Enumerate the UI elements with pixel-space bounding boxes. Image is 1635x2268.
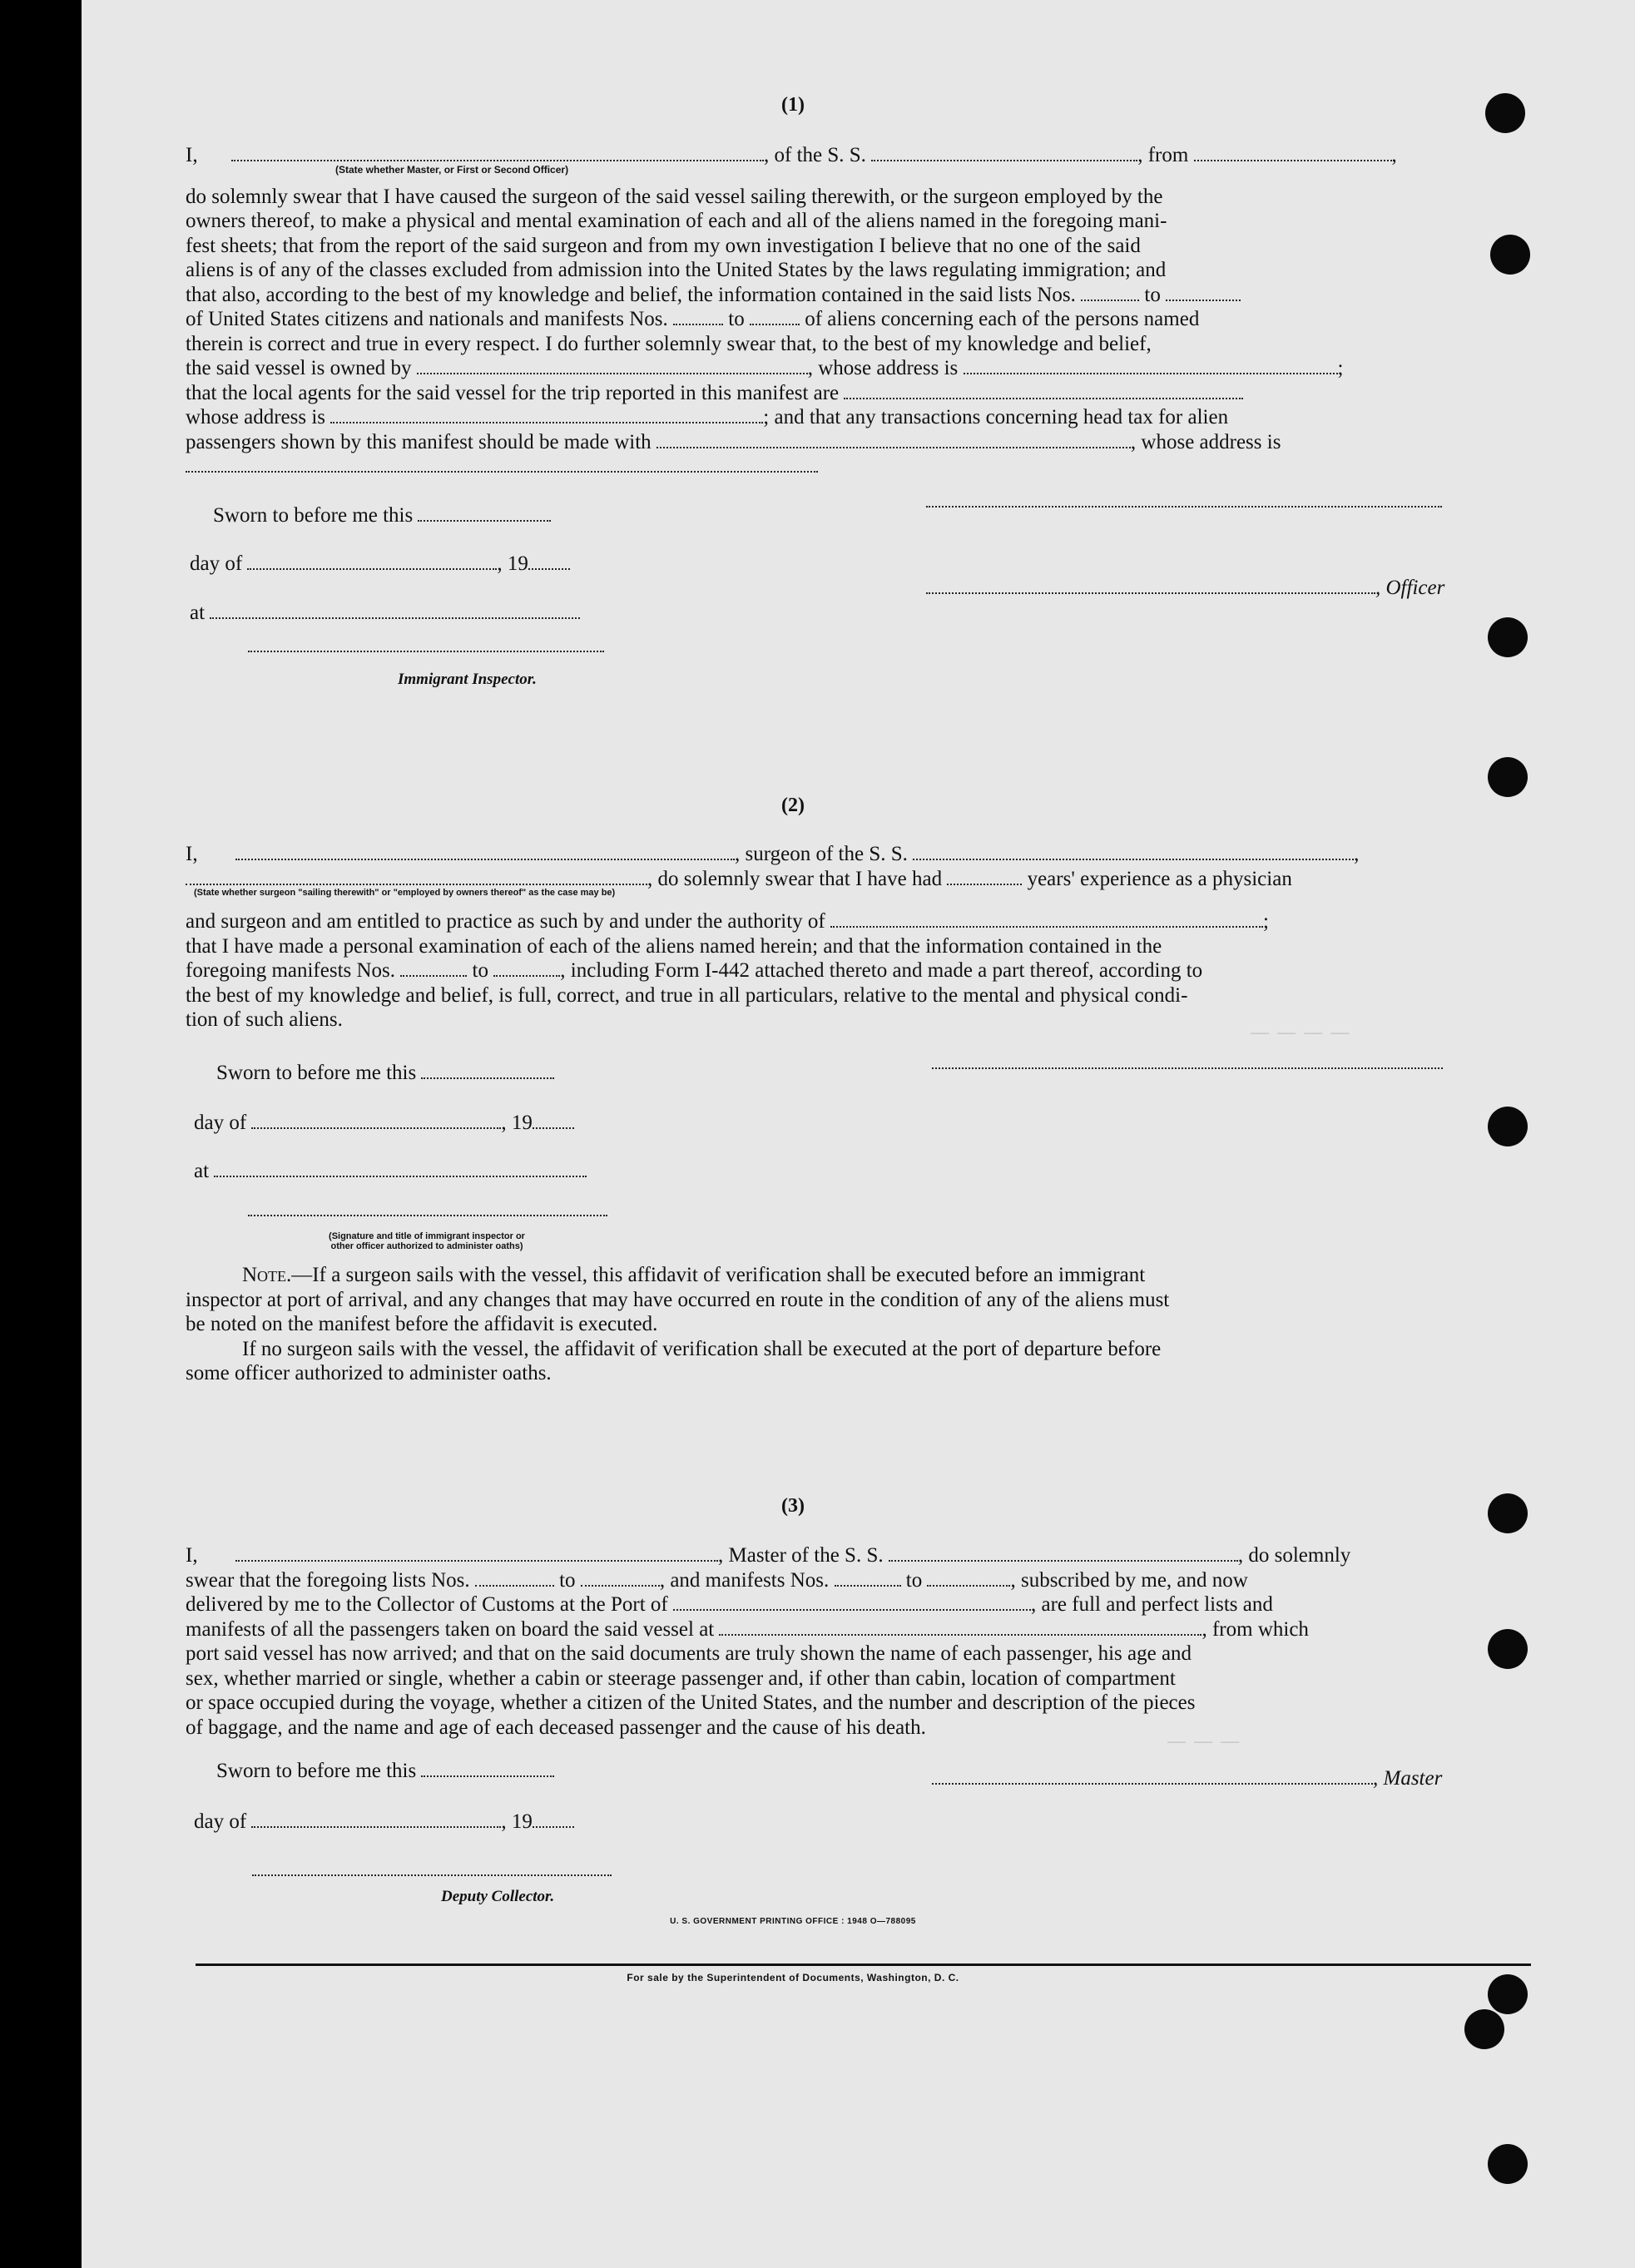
bleed-through-mark: — — — <box>1167 1731 1241 1751</box>
s2-body-line: tion of such aliens. <box>186 1008 343 1031</box>
s2-body-line: the best of my knowledge and belief, is full, correct, and true in all particulars, relative to the mental and physical condi- <box>186 983 1188 1007</box>
note-line: If no surgeon sails with the vessel, the affidavit of verification shall be executed at the port of departure before <box>242 1337 1162 1360</box>
s3-line-2 <box>186 1568 1442 1593</box>
master-signature-line[interactable] <box>932 1767 1373 1785</box>
s2-year-prefix: , 19 <box>501 1112 533 1134</box>
s1-body-line: do solemnly swear that I have caused the surgeon of the said vessel sailing therewith, or the surgeon employed by the <box>186 185 1163 208</box>
embarkation-port-field[interactable] <box>719 1618 1201 1636</box>
s2-to: to <box>472 959 488 982</box>
owner-address-field[interactable] <box>964 357 1338 374</box>
s2-manifests-to-field[interactable] <box>493 959 560 977</box>
punch-hole <box>1488 2144 1528 2184</box>
form-page <box>82 0 1635 2268</box>
punch-hole <box>1485 93 1525 133</box>
s2-signature-line[interactable] <box>248 1215 607 1216</box>
master-caption: , Master <box>1373 1767 1443 1790</box>
s3-i: I, <box>186 1544 198 1567</box>
note-label: Note. <box>242 1264 292 1286</box>
s2-month-field[interactable] <box>251 1112 501 1129</box>
s1-of-ss: , of the S. S. <box>764 144 866 166</box>
punch-hole <box>1488 1493 1528 1533</box>
s1-place-field[interactable] <box>210 602 580 619</box>
for-sale-line: For sale by the Superintendent of Documents, Washington, D. C. <box>627 1972 959 1983</box>
s3-body-line: of baggage, and the name and age of each deceased passenger and the cause of his death. <box>186 1716 926 1739</box>
s3-year-prefix: , 19 <box>501 1810 533 1833</box>
s1-body-line: therein is correct and true in every respect. I do further solemnly swear that, to the best of my knowledge and belief, <box>186 332 1152 355</box>
head-tax-party-field[interactable] <box>656 431 1131 448</box>
s1-body <box>186 185 1442 479</box>
s3-month-field[interactable] <box>251 1810 501 1828</box>
s1-month-field[interactable] <box>247 552 497 570</box>
s2-authority: and surgeon and am entitled to practice as such by and under the authority of <box>186 910 825 933</box>
s2-at-label: at <box>194 1160 210 1182</box>
s3-master <box>932 1766 1442 1791</box>
manifests-from-field[interactable] <box>673 308 723 325</box>
s3-sworn-label: Sworn to before me this <box>216 1760 417 1782</box>
s3-full-perfect-text: , are full and perfect lists and <box>1031 1593 1273 1616</box>
officer-rank-field[interactable] <box>231 144 764 161</box>
section-3-oath <box>186 1543 1442 1740</box>
punch-hole <box>1488 1974 1528 2014</box>
s1-body-line <box>186 356 1442 381</box>
s1-agents-text: that the local agents for the said vessel for the trip reported in this manifest are <box>186 381 840 404</box>
s2-manifests-text: foregoing manifests Nos. <box>186 959 396 982</box>
s2-manifests-from-field[interactable] <box>400 959 467 977</box>
s1-at <box>190 601 580 626</box>
note-block <box>186 1263 1442 1386</box>
s1-year-field[interactable] <box>528 552 570 570</box>
s1-whose-address-2: , whose address is <box>1130 430 1281 453</box>
punch-hole <box>1488 617 1528 657</box>
s2-sworn-day-field[interactable] <box>421 1062 554 1079</box>
section-2-oath <box>186 842 1442 1032</box>
s3-lists-from-field[interactable] <box>475 1569 554 1587</box>
s2-body-line <box>186 958 1442 983</box>
s3-day-of-label: day of <box>194 1810 247 1833</box>
s1-body-line <box>186 307 1442 332</box>
s2-sworn <box>216 1061 554 1086</box>
port-field[interactable] <box>673 1593 1031 1611</box>
inspector-caption: Immigrant Inspector. <box>398 671 537 688</box>
s1-sworn-day-field[interactable] <box>418 504 551 522</box>
s3-master-of: , Master of the S. S. <box>718 1544 884 1567</box>
s1-aliens-text: of aliens concerning each of the persons named <box>805 308 1200 330</box>
agents-address-field[interactable] <box>330 406 763 423</box>
s2-signature-caption-2: other officer authorized to administer oaths) <box>330 1241 523 1251</box>
s2-year-field[interactable] <box>533 1112 574 1129</box>
s3-year-field[interactable] <box>533 1810 574 1828</box>
note-line <box>186 1263 1442 1288</box>
s2-signature-caption <box>256 1231 597 1251</box>
s2-form-text: , including Form I-442 attached thereto and made a part thereof, according to <box>560 959 1203 982</box>
surgeon-signature-line[interactable] <box>932 1067 1443 1069</box>
deputy-caption: Deputy Collector. <box>441 1888 555 1905</box>
s3-to-2: to <box>905 1568 923 1592</box>
s2-swear: , do solemnly swear that I have had <box>647 867 943 890</box>
s1-body-line: fest sheets; that from the report of the said surgeon and from my own investigation I believe that no one of the said <box>186 234 1141 257</box>
officer-signature-line-2[interactable] <box>926 577 1375 594</box>
surgeon-status-field[interactable] <box>186 868 647 885</box>
s3-line-1 <box>186 1543 1442 1568</box>
s3-manifests-text: , and manifests Nos. <box>659 1568 830 1592</box>
s1-day-of <box>190 552 570 577</box>
punch-hole <box>1488 1629 1528 1669</box>
section-1-number: (1) <box>781 94 805 116</box>
local-agents-field[interactable] <box>844 382 1243 399</box>
s2-caption: (State whether surgeon "sailing therewith" or "employed by owners thereof" as the case may be) <box>194 888 616 898</box>
s3-body-line: sex, whether married or single, whether a cabin or steerage passenger and, if other than cabin, location of compartment <box>186 1666 1176 1690</box>
s1-whose-address: , whose address is <box>807 357 959 379</box>
s1-to: to <box>1144 283 1161 306</box>
s1-body-line <box>186 283 1442 308</box>
s3-delivered-text: delivered by me to the Collector of Customs at the Port of <box>186 1593 668 1616</box>
s1-from: , from <box>1137 144 1189 166</box>
s2-place-field[interactable] <box>214 1160 587 1177</box>
section-1-oath <box>186 143 1442 479</box>
s1-manifests-text: of United States citizens and nationals and manifests Nos. <box>186 308 668 330</box>
s1-i: I, <box>186 144 198 166</box>
note-line: inspector at port of arrival, and any changes that may have occurred en route in the condition of any of the aliens must <box>186 1288 1170 1311</box>
vessel-name-field[interactable] <box>871 144 1137 161</box>
s3-subscribed-text: , subscribed by me, and now <box>1010 1568 1248 1592</box>
s1-caption: (State whether Master, or First or Second Officer) <box>335 163 569 176</box>
s3-sworn-day-field[interactable] <box>421 1760 554 1777</box>
s3-lists-to-field[interactable] <box>581 1569 660 1587</box>
s2-signature-caption-1: (Signature and title of immigrant inspector or <box>329 1231 525 1241</box>
s3-from-which-text: , from which <box>1201 1617 1309 1641</box>
s1-passengers-text: passengers shown by this manifest should be made with <box>186 430 652 453</box>
s1-sworn-label: Sworn to before me this <box>213 504 414 527</box>
s2-body <box>186 909 1442 1032</box>
s2-body-line: that I have made a personal examination of each of the aliens named herein; and that the information contained in the <box>186 934 1162 958</box>
s3-line-3 <box>186 1592 1442 1617</box>
s1-agents-address-text: whose address is <box>186 406 326 428</box>
s3-body-line: or space occupied during the voyage, whether a citizen of the United States, and the number and description of the pieces <box>186 1691 1196 1714</box>
note-text-1: —If a surgeon sails with the vessel, this affidavit of verification shall be executed before an immigrant <box>291 1264 1146 1286</box>
s3-vessel-field[interactable] <box>889 1544 1238 1562</box>
divider-rule <box>196 1963 1531 1966</box>
lists-to-field[interactable] <box>1166 284 1241 301</box>
section-2-number: (2) <box>781 795 805 816</box>
owner-field[interactable] <box>417 357 808 374</box>
s3-to: to <box>559 1568 576 1592</box>
s2-surgeon-of: , surgeon of the S. S. <box>735 843 908 865</box>
s2-day-of <box>194 1111 574 1136</box>
note-line: some officer authorized to administer oaths. <box>186 1362 552 1384</box>
s1-head-tax-text: ; and that any transactions concerning head tax for alien <box>763 406 1229 428</box>
s2-vessel-field[interactable] <box>913 843 1354 860</box>
officer-signature-line-1[interactable] <box>926 506 1442 508</box>
s2-line-1 <box>186 842 1442 867</box>
s2-years: years' experience as a physician <box>1027 867 1292 890</box>
s1-officer <box>926 576 1444 601</box>
s1-day-of-label: day of <box>190 552 243 575</box>
s3-manifests-to-field[interactable] <box>927 1569 1010 1587</box>
s1-at-label: at <box>190 602 206 624</box>
section-3-number: (3) <box>781 1495 805 1517</box>
printing-office: U. S. GOVERNMENT PRINTING OFFICE : 1948 O—788095 <box>670 1917 916 1926</box>
s2-body-line <box>186 909 1442 934</box>
lists-from-field[interactable] <box>1081 284 1139 301</box>
from-port-field[interactable] <box>1194 144 1392 161</box>
s2-sworn-label: Sworn to before me this <box>216 1062 417 1084</box>
punch-hole <box>1488 1107 1528 1146</box>
s1-to-2: to <box>728 308 745 330</box>
s1-sworn <box>213 503 551 528</box>
s2-comma: , <box>1354 843 1360 865</box>
s3-manifests-from-field[interactable] <box>835 1569 901 1587</box>
s3-line-4 <box>186 1617 1442 1642</box>
s1-semicolon: ; <box>1337 357 1344 379</box>
authority-field[interactable] <box>830 910 1263 928</box>
s3-body-line: port said vessel has now arrived; and that on the said documents are truly shown the name of each passenger, his age and <box>186 1642 1192 1665</box>
years-experience-field[interactable] <box>947 868 1022 885</box>
s3-manifests-all-text: manifests of all the passengers taken on board the said vessel at <box>186 1617 715 1641</box>
s1-comma: , <box>1391 144 1397 166</box>
inspector-signature-line[interactable] <box>248 651 604 652</box>
deputy-signature-line[interactable] <box>252 1874 612 1876</box>
note-line: be noted on the manifest before the affidavit is executed. <box>186 1313 658 1335</box>
s2-day-of-label: day of <box>194 1112 247 1134</box>
s1-body-line <box>186 405 1442 430</box>
s2-semicolon: ; <box>1263 910 1269 933</box>
s1-lists-text: that also, according to the best of my knowledge and belief, the information contained in the said lists Nos. <box>186 283 1076 306</box>
s1-owned-text: the said vessel is owned by <box>186 357 412 379</box>
s1-year-prefix: , 19 <box>497 552 528 575</box>
s2-i: I, <box>186 843 198 865</box>
manifests-to-field[interactable] <box>750 308 800 325</box>
punch-hole <box>1464 2009 1504 2049</box>
s3-day-of <box>194 1810 574 1835</box>
s1-body-line <box>186 430 1442 455</box>
s2-at <box>194 1159 587 1184</box>
bleed-through-mark: — — — — <box>1251 1022 1351 1042</box>
s3-sworn <box>216 1759 554 1784</box>
s3-solemnly: , do solemnly <box>1237 1544 1351 1567</box>
surgeon-name-field[interactable] <box>235 843 735 860</box>
punch-hole <box>1488 757 1528 797</box>
master-name-field[interactable] <box>235 1544 718 1562</box>
officer-caption: , Officer <box>1375 577 1445 599</box>
head-tax-address-field[interactable] <box>186 455 818 473</box>
s1-body-line <box>186 381 1442 406</box>
s3-lists-text: swear that the foregoing lists Nos. <box>186 1568 470 1592</box>
s1-body-line: aliens is of any of the classes excluded from admission into the United States by the laws regulating immigration; and <box>186 259 1167 281</box>
s1-body-line: owners thereof, to make a physical and mental examination of each and all of the aliens named in the foregoing mani- <box>186 210 1167 232</box>
punch-hole <box>1490 235 1530 275</box>
